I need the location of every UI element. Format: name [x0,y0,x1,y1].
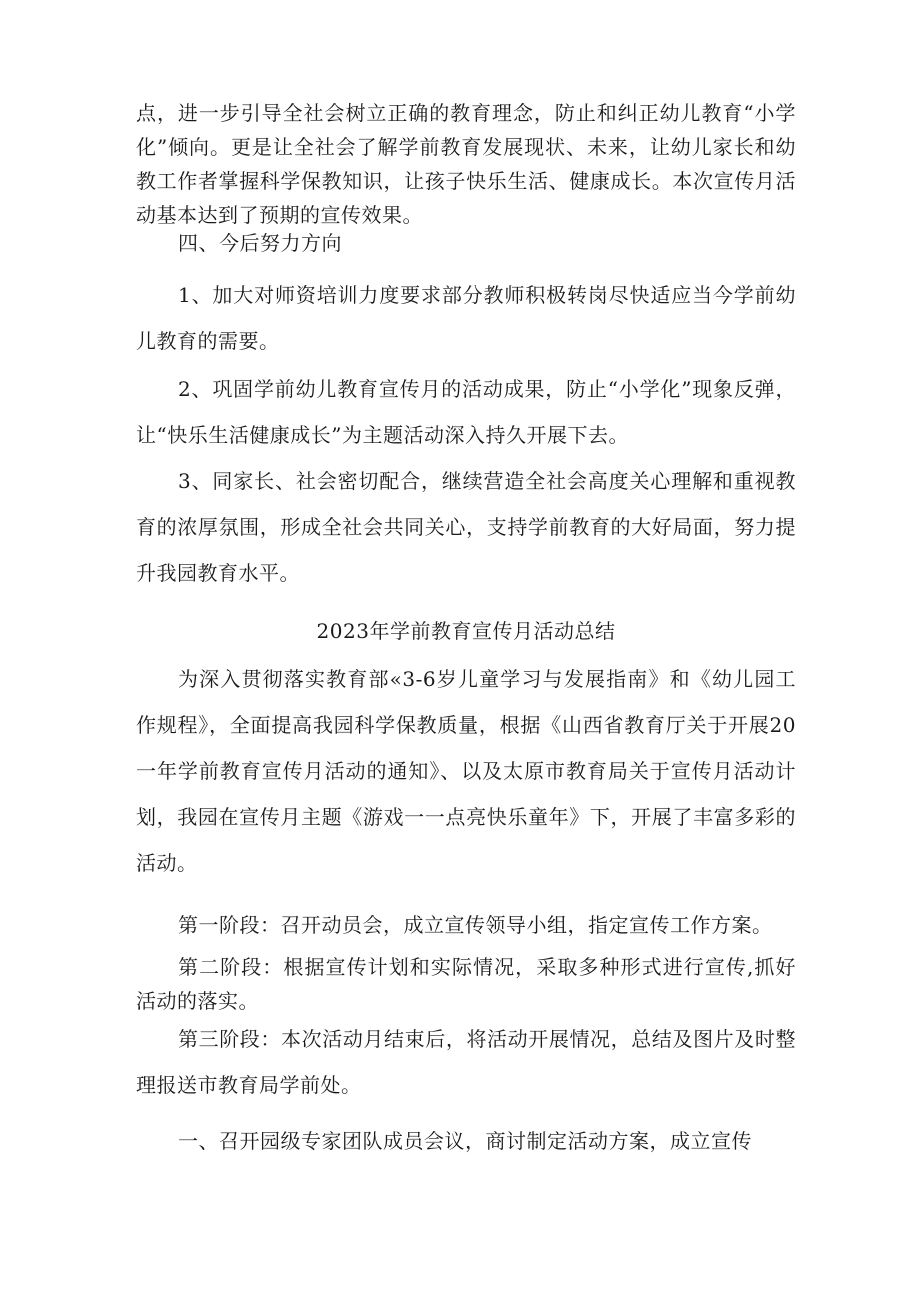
section-heading-future-direction: 四、今后努力方向 [178,231,342,255]
paragraph-phase-1: 第一阶段：召开动员会，成立宣传领导小组，指定宣传工作方案。 [178,913,773,937]
paragraph-phase-3: 第三阶段：本次活动月结束后，将活动开展情况，总结及图片及时整理报送市教育局学前处。 [136,1027,796,1097]
paragraph-phase-2: 第二阶段：根据宣传计划和实际情况，采取多种形式进行宣传,抓好活动的落实。 [136,955,796,1013]
paragraph-intro-continuation: 点，进一步引导全社会树立正确的教育理念，防止和纠正幼儿教育“小学化”倾向。更是让全社会了解学前教育发展现状、未来，让幼儿家长和幼教工作者掌握科学保教知识，让孩子快乐生活、健康成长。本次宣传月活动基本达到了预期的宣传效果。 [136,101,796,227]
paragraph-summary-intro: 为深入贯彻落实教育部«3-6岁儿童学习与发展指南》和《幼儿园工作规程》，全面提高我园科学保教质量，根据《山西省教育厅关于开展20一年学前教育宣传月活动的通知》、以及太原市教育局关于宣传月活动计划，我园在宣传月主题《游戏一一点亮快乐童年》下，开展了丰富多彩的活动。 [136,667,796,875]
paragraph-section-1: 一、召开园级专家团队成员会议，商讨制定活动方案，成立宣传 [178,1129,752,1153]
paragraph-item-1: 1、加大对师资培训力度要求部分教师积极转岗尽快适应当今学前幼儿教育的需要。 [136,283,796,353]
paragraph-item-2: 2、巩固学前幼儿教育宣传月的活动成果，防止“小学化”现象反弹，让“快乐生活健康成长”为主题活动深入持久开展下去。 [136,377,796,447]
document-title: 2023年学前教育宣传月活动总结 [316,619,616,643]
paragraph-item-3: 3、同家长、社会密切配合，继续营造全社会高度关心理解和重视教育的浓厚氛围，形成全社会共同关心，支持学前教育的大好局面，努力提升我园教育水平。 [136,469,796,585]
